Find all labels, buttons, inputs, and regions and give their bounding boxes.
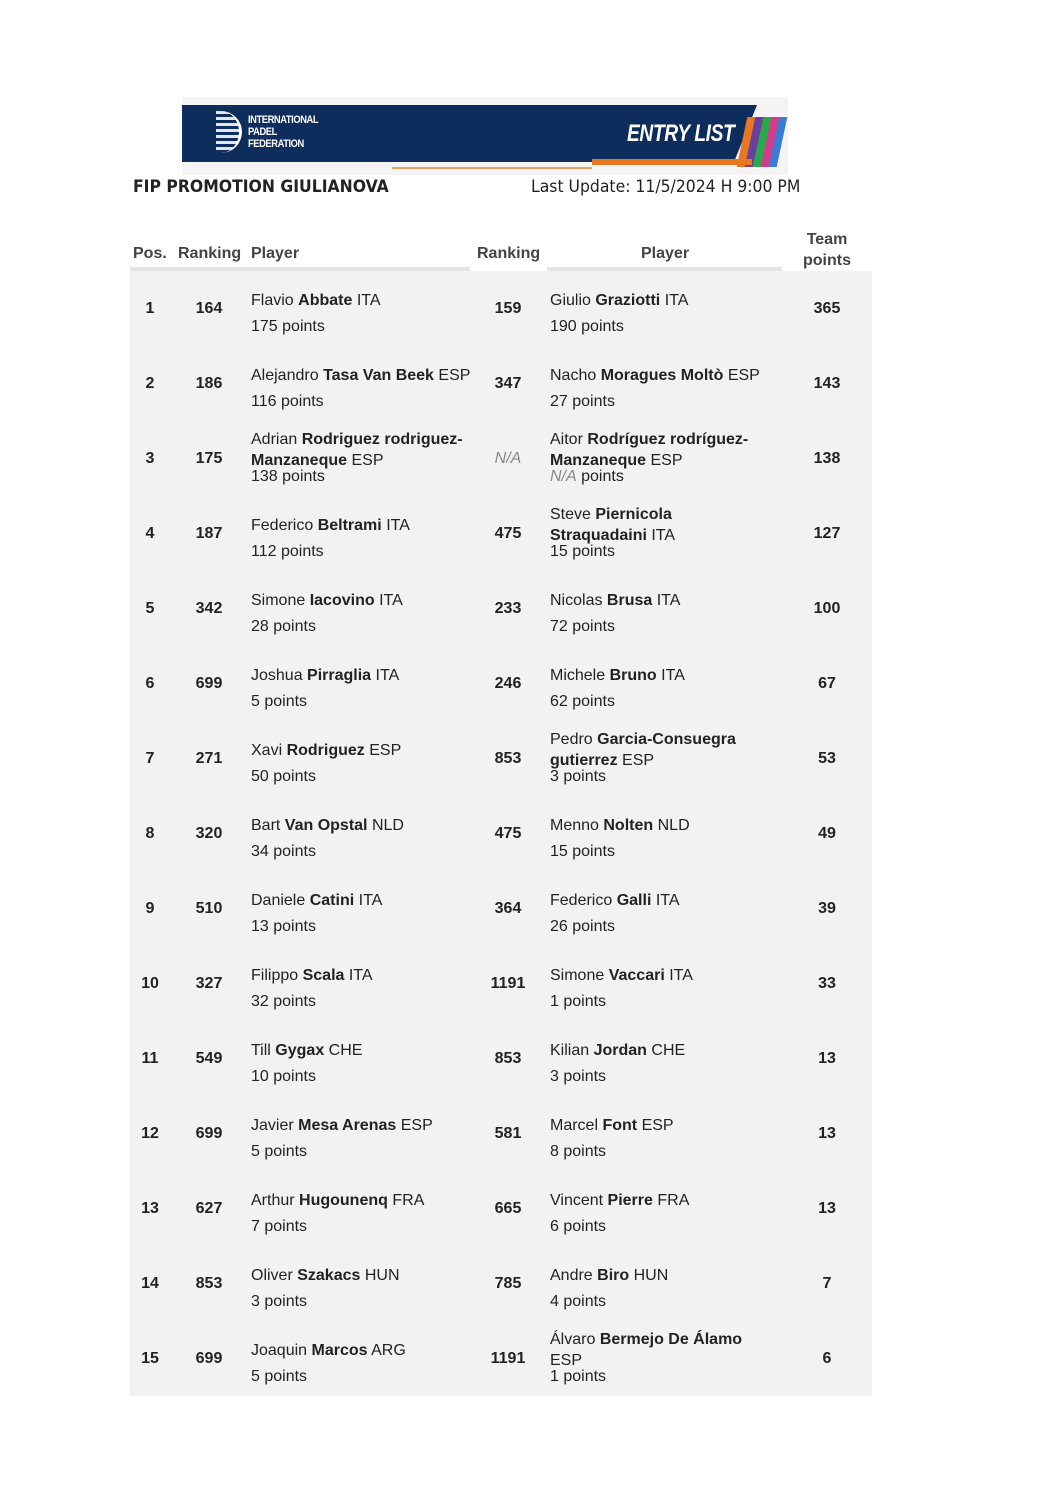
player-2 (550, 496, 765, 571)
player-2 (550, 421, 765, 496)
last-name: Bermejo De Álamo (599, 1331, 743, 1348)
last-name: Scala (302, 966, 345, 984)
country: ESP (727, 366, 760, 384)
last-name: Piernicola Straquadaini (550, 506, 672, 544)
player-points: 138 points (251, 468, 325, 485)
last-name: Pierre (607, 1191, 653, 1209)
ranking-2: 159 (494, 299, 522, 317)
ranking-2: 853 (494, 1049, 522, 1067)
country: ITA (651, 527, 676, 544)
player-1 (251, 1171, 476, 1246)
first-name: Steve (550, 506, 591, 523)
country: ESP (351, 452, 384, 469)
player-2 (550, 271, 765, 346)
player-points: 34 points (251, 843, 316, 860)
tournament-title: FIP PROMOTION GIULIANOVA (133, 177, 389, 197)
ranking-2: 233 (494, 599, 522, 617)
table-row (130, 571, 872, 646)
ranking-1: 853 (195, 1274, 223, 1292)
first-name: Javier (251, 1116, 294, 1134)
player-points: 8 points (550, 1143, 607, 1160)
player-points: 62 points (550, 693, 615, 710)
player-1 (251, 796, 476, 871)
last-name: Nolten (603, 816, 654, 834)
first-name: Aitor (550, 431, 583, 448)
last-name: Marcos (311, 1341, 368, 1359)
player-points: 32 points (251, 993, 316, 1010)
col-team-points: Team points (803, 231, 851, 269)
ranking-1: 327 (195, 974, 223, 992)
ranking-1: 699 (195, 1349, 223, 1367)
last-name: Tasa Van Beek (323, 366, 434, 384)
last-name: Moragues Moltò (600, 366, 724, 384)
player-1 (251, 1246, 476, 1321)
padel-ball-icon (208, 111, 242, 153)
player-points: 10 points (251, 1068, 316, 1085)
player-points: 1 points (550, 993, 607, 1010)
ranking-2: 347 (494, 374, 522, 392)
position: 11 (141, 1049, 159, 1067)
player-points: N/A points (550, 468, 624, 485)
player-points: 1 points (550, 1368, 607, 1385)
player-2 (550, 721, 765, 796)
ranking-1: 271 (195, 749, 223, 767)
fip-logo: INTERNATIONAL PADEL FEDERATION (208, 111, 331, 153)
position: 4 (145, 524, 155, 542)
country: HUN (633, 1266, 669, 1284)
last-name: Iacovino (309, 591, 375, 609)
player-points: 28 points (251, 618, 316, 635)
player-points: 3 points (251, 1293, 308, 1310)
team-points: 53 (818, 749, 836, 767)
last-name: Abbate (298, 291, 353, 309)
player-1 (251, 871, 476, 946)
country: ESP (438, 366, 471, 384)
ranking-1: 549 (195, 1049, 223, 1067)
col-ranking-1: Ranking (178, 245, 242, 262)
player-2 (550, 1321, 765, 1396)
last-name: Jordan (593, 1041, 647, 1059)
team-points: 13 (818, 1049, 836, 1067)
first-name: Vincent (550, 1191, 604, 1209)
first-name: Federico (251, 516, 314, 534)
ranking-1: 320 (195, 824, 223, 842)
country: FRA (392, 1191, 425, 1209)
table-row (130, 721, 872, 796)
first-name: Menno (550, 816, 599, 834)
ranking-1: 342 (195, 599, 223, 617)
team-points: 13 (818, 1199, 836, 1217)
player-2 (550, 946, 765, 1021)
player-1 (251, 571, 476, 646)
player-2 (550, 1096, 765, 1171)
player-points: 4 points (550, 1293, 607, 1310)
country: ESP (369, 741, 402, 759)
team-points: 33 (818, 974, 836, 992)
country: HUN (364, 1266, 400, 1284)
country: ITA (664, 291, 689, 309)
first-name: Giulio (550, 291, 591, 309)
position: 8 (145, 824, 155, 842)
table-row (130, 796, 872, 871)
last-name: Mesa Arenas (298, 1116, 397, 1134)
team-points: 365 (813, 299, 841, 317)
player-2 (550, 796, 765, 871)
country: CHE (328, 1041, 363, 1059)
ranking-1: 175 (195, 449, 223, 467)
first-name: Michele (550, 666, 606, 684)
col-player-1: Player (251, 245, 300, 262)
last-name: Garcia-Consuegra gutierrez (550, 731, 736, 769)
last-name: Van Opstal (284, 816, 368, 834)
player-points: 3 points (550, 1068, 607, 1085)
team-points: 39 (818, 899, 836, 917)
fip-banner (182, 97, 788, 175)
table-row (130, 496, 872, 571)
player-points: 112 points (251, 543, 324, 560)
player-points: 26 points (550, 918, 615, 935)
ranking-2: 853 (494, 749, 522, 767)
player-2 (550, 571, 765, 646)
last-name: Vaccari (608, 966, 665, 984)
position: 15 (141, 1349, 159, 1367)
player-points: 116 points (251, 393, 324, 410)
table-row (130, 871, 872, 946)
country: ESP (622, 752, 655, 769)
table-row (130, 1096, 872, 1171)
team-points: 6 (822, 1349, 832, 1367)
player-points: 15 points (550, 843, 615, 860)
player-1 (251, 421, 476, 496)
first-name: Arthur (251, 1191, 295, 1209)
player-1 (251, 496, 476, 571)
ranking-1: 699 (195, 1124, 223, 1142)
first-name: Oliver (251, 1266, 293, 1284)
player-points: 13 points (251, 918, 316, 935)
first-name: Bart (251, 816, 281, 834)
table-row (130, 1321, 872, 1396)
country: ESP (400, 1116, 433, 1134)
player-points: 5 points (251, 1143, 308, 1160)
first-name: Simone (550, 966, 605, 984)
position: 12 (141, 1124, 159, 1142)
first-name: Kilian (550, 1041, 590, 1059)
player-points: 175 points (251, 318, 325, 335)
player-points: 50 points (251, 768, 316, 785)
last-name: Graziotti (595, 291, 661, 309)
table-row (130, 1021, 872, 1096)
last-name: Bruno (609, 666, 657, 684)
position: 9 (145, 899, 155, 917)
player-2 (550, 646, 765, 721)
first-name: Xavi (251, 741, 283, 759)
last-update: Last Update: 11/5/2024 H 9:00 PM (531, 177, 801, 197)
player-points: 72 points (550, 618, 615, 635)
player-points: 27 points (550, 393, 615, 410)
ranking-2: 581 (494, 1124, 522, 1142)
country: ESP (650, 452, 683, 469)
player-2 (550, 1246, 765, 1321)
team-points: 143 (813, 374, 841, 392)
first-name: Daniele (251, 891, 306, 909)
table-row (130, 271, 872, 346)
last-name: Catini (309, 891, 355, 909)
country: ESP (550, 1352, 583, 1369)
country: ITA (656, 591, 681, 609)
player-1 (251, 721, 476, 796)
col-player-2: Player (641, 245, 690, 262)
table-row (130, 1246, 872, 1321)
table-row (130, 646, 872, 721)
country: NLD (371, 816, 404, 834)
country: ITA (661, 666, 685, 684)
first-name: Marcel (550, 1116, 599, 1134)
position: 13 (141, 1199, 159, 1217)
player-points: 6 points (550, 1218, 607, 1235)
player-points: 15 points (550, 543, 615, 560)
country: ITA (358, 891, 383, 909)
last-name: Gygax (275, 1041, 325, 1059)
last-name: Rodríguez rodríguez-Manzaneque (550, 431, 749, 469)
last-name: Beltrami (317, 516, 382, 534)
player-points: 5 points (251, 693, 308, 710)
last-name: Brusa (606, 591, 653, 609)
ranking-1: 186 (195, 374, 223, 392)
player-points: 3 points (550, 768, 607, 785)
position: 7 (145, 749, 155, 767)
ranking-2: 364 (494, 899, 522, 917)
ranking-1: 699 (195, 674, 223, 692)
table-row (130, 421, 872, 496)
table-header (130, 226, 872, 271)
position: 1 (145, 299, 155, 317)
player-points: 190 points (550, 318, 624, 335)
first-name: Federico (550, 891, 613, 909)
player-2 (550, 346, 765, 421)
position: 5 (145, 599, 155, 617)
team-points: 7 (822, 1274, 832, 1292)
country: ITA (655, 891, 680, 909)
team-points: 138 (813, 449, 841, 467)
last-name: Font (602, 1116, 638, 1134)
last-name: Hugounenq (299, 1191, 388, 1209)
ranking-1: 164 (195, 299, 223, 317)
player-1 (251, 271, 476, 346)
last-name: Rodriguez rodriguez-Manzaneque (251, 431, 463, 469)
position: 10 (141, 974, 159, 992)
country: ITA (375, 666, 400, 684)
first-name: Andre (550, 1266, 593, 1284)
player-2 (550, 871, 765, 946)
player-points: 7 points (251, 1218, 308, 1235)
ranking-1: 627 (195, 1199, 223, 1217)
player-1 (251, 346, 476, 421)
table-row (130, 946, 872, 1021)
table-row (130, 346, 872, 421)
position: 6 (145, 674, 155, 692)
first-name: Joaquin (251, 1341, 308, 1359)
last-name: Pirraglia (307, 666, 372, 684)
ranking-2: 1191 (490, 1349, 526, 1367)
first-name: Till (251, 1041, 271, 1059)
player-1 (251, 1021, 476, 1096)
ranking-2: N/A (494, 449, 522, 467)
last-name: Galli (616, 891, 652, 909)
player-2 (550, 1171, 765, 1246)
team-points: 13 (818, 1124, 836, 1142)
first-name: Joshua (251, 666, 303, 684)
first-name: Adrian (251, 431, 298, 448)
last-name: Biro (597, 1266, 630, 1284)
first-name: Filippo (251, 966, 299, 984)
country: ITA (356, 291, 381, 309)
ranking-1: 187 (195, 524, 223, 542)
country: FRA (657, 1191, 690, 1209)
ranking-2: 475 (494, 824, 522, 842)
country: ITA (669, 966, 693, 984)
first-name: Simone (251, 591, 306, 609)
banner-title: ENTRY LIST (627, 120, 735, 147)
position: 14 (141, 1274, 159, 1292)
position: 3 (145, 449, 155, 467)
player-2 (550, 1021, 765, 1096)
country: ITA (348, 966, 373, 984)
country: ITA (379, 591, 403, 609)
player-1 (251, 1321, 476, 1396)
first-name: Nacho (550, 366, 597, 384)
team-points: 67 (818, 674, 836, 692)
last-name: Rodriguez (286, 741, 365, 759)
ranking-2: 785 (494, 1274, 522, 1292)
first-name: Álvaro (550, 1331, 596, 1348)
ranking-1: 510 (195, 899, 223, 917)
col-ranking-2: Ranking (477, 245, 541, 262)
position: 2 (145, 374, 155, 392)
player-points: 5 points (251, 1368, 308, 1385)
country: NLD (657, 816, 690, 834)
ranking-2: 1191 (490, 974, 526, 992)
country: ESP (641, 1116, 674, 1134)
last-name: Szakacs (297, 1266, 361, 1284)
first-name: Nicolas (550, 591, 603, 609)
country: ITA (386, 516, 410, 534)
ranking-2: 665 (494, 1199, 522, 1217)
ranking-2: 246 (494, 674, 522, 692)
first-name: Alejandro (251, 366, 319, 384)
first-name: Pedro (550, 731, 593, 748)
team-points: 49 (818, 824, 836, 842)
col-pos: Pos. (133, 245, 167, 262)
player-1 (251, 946, 476, 1021)
player-1 (251, 646, 476, 721)
country: CHE (651, 1041, 686, 1059)
team-points: 100 (813, 599, 841, 617)
country: ARG (371, 1341, 406, 1359)
player-1 (251, 1096, 476, 1171)
ranking-2: 475 (494, 524, 522, 542)
table-row (130, 1171, 872, 1246)
first-name: Flavio (251, 291, 294, 309)
entry-table (130, 271, 872, 1396)
team-points: 127 (813, 524, 841, 542)
